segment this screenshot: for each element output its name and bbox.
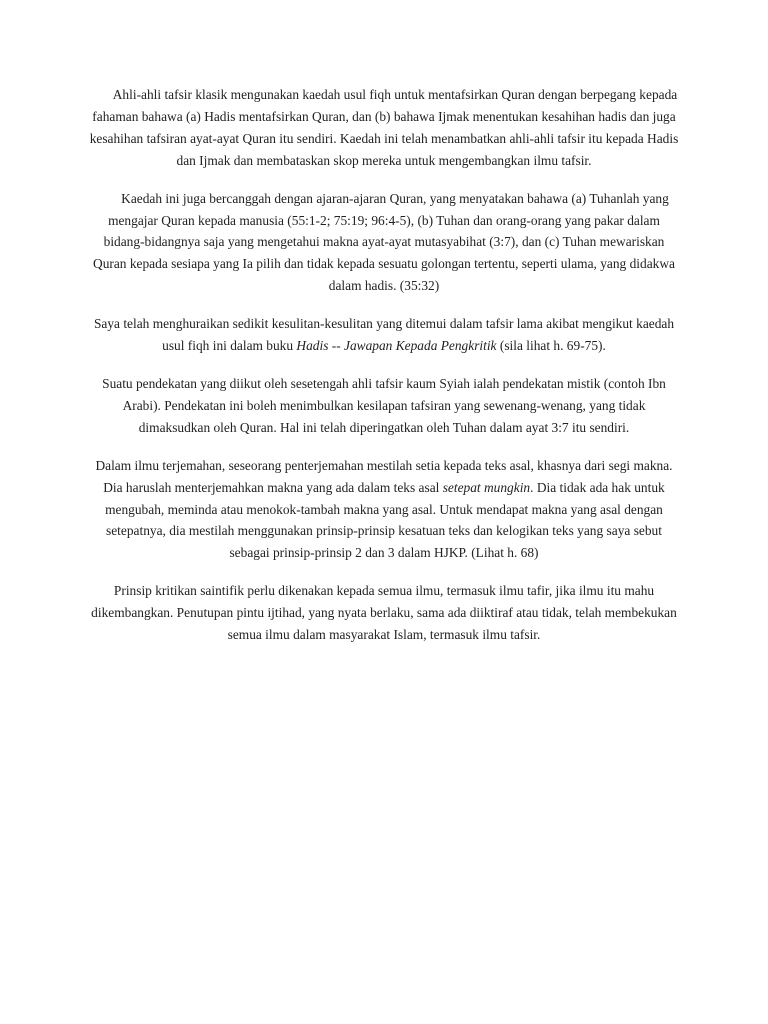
- paragraph-text-after: . Dia tidak ada hak untuk mengubah, meminda atau menokok-tambah makna yang asal. Untuk mendapat makna yang asal dengan setepatnya, dia mestilah menggunakan prinsip-prinsip kesatuan teks dan kelogikan teks yang saya sebut sebagai prinsip-prinsip 2 dan 3 dalam HJKP. (Lihat h. 68): [105, 479, 665, 561]
- document-page: [88, 84, 680, 662]
- paragraph-usul-fiqh: [88, 84, 680, 172]
- paragraph-mistik: [88, 373, 680, 439]
- paragraph-kritikan: [88, 580, 680, 646]
- paragraph-bercanggah: [88, 188, 680, 298]
- paragraph-terjemahan: [88, 455, 680, 565]
- paragraph-text-after: (sila lihat h. 69-75).: [496, 338, 606, 354]
- paragraph-text-before: Dalam ilmu terjemahan, seseorang penterjemahan mestilah setia kepada teks asal, khasnya dari segi makna. Dia haruslah menterjemahkan makna yang ada dalam teks asal: [95, 457, 673, 495]
- paragraph-text: Prinsip kritikan saintifik perlu dikenakan kepada semua ilmu, termasuk ilmu tafir, jika ilmu itu mahu dikembangkan. Penutupan pintu ijtihad, yang nyata berlaku, sama ada diiktiraf atau tidak, telah membekukan semua ilmu dalam masyarakat Islam, termasuk ilmu tafsir.: [91, 583, 677, 643]
- paragraph-text-before: Saya telah menghuraikan sedikit kesulitan-kesulitan yang ditemui dalam tafsir lama akibat mengikut kaedah usul fiqh ini dalam buku: [93, 316, 675, 354]
- emphasis-italic: setepat mungkin: [442, 479, 531, 495]
- paragraph-text: Kaedah ini juga bercanggah dengan ajaran-ajaran Quran, yang menyatakan bahawa (a) Tuhanlah yang mengajar Quran kepada manusia (55:1-2; 75:19; 96:4-5), (b) Tuhan dan orang-orang yang pakar dalam bidang-bidangnya saja yang mengetahui makna ayat-ayat mutasyabihat (3:7), dan (c) Tuhan mewariskan Quran kepada sesiapa yang Ia pilih dan tidak kepada sesuatu golongan tertentu, seperti ulama, yang didakwa dalam hadis. (35:32): [93, 190, 675, 294]
- paragraph-kesulitan: [88, 313, 680, 357]
- paragraph-text: Ahli-ahli tafsir klasik mengunakan kaedah usul fiqh untuk mentafsirkan Quran dengan berpegang kepada fahaman bahawa (a) Hadis mentafsirkan Quran, dan (b) bahawa Ijmak menentukan kesahihan hadis dan juga kesahihan tafsiran ayat-ayat Quran itu sendiri. Kaedah ini telah menambatkan ahli-ahli tafsir itu kepada Hadis dan Ijmak dan membataskan skop mereka untuk mengembangkan ilmu tafsir.: [89, 87, 679, 168]
- book-title-italic: Hadis -- Jawapan Kepada Pengkritik: [296, 338, 497, 354]
- paragraph-text: Suatu pendekatan yang diikut oleh sesetengah ahli tafsir kaum Syiah ialah pendekatan mistik (contoh Ibn Arabi). Pendekatan ini boleh menimbulkan kesilapan tafsiran yang sewenang-wenang, yang tidak dimaksudkan oleh Quran. Hal ini telah diperingatkan oleh Tuhan dalam ayat 3:7 itu sendiri.: [102, 375, 666, 435]
